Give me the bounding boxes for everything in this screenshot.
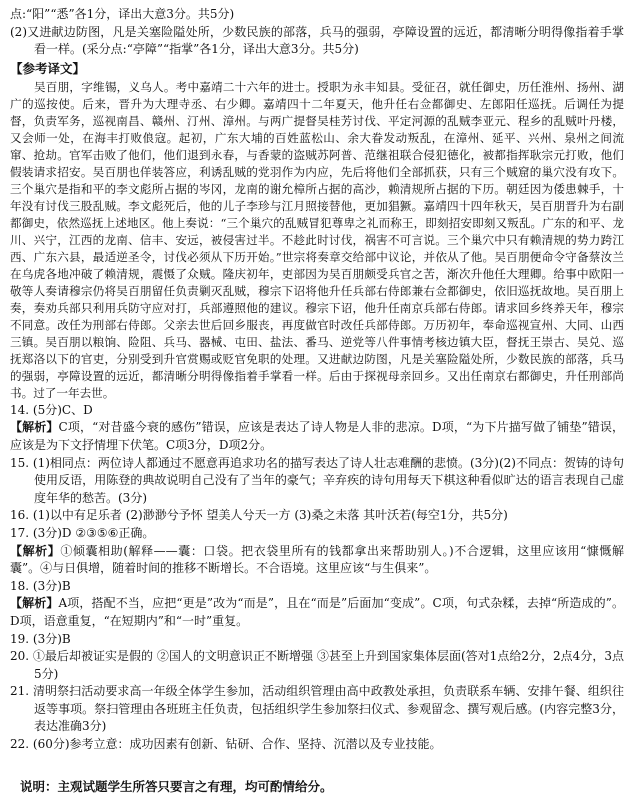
q18-answer: 18. (3分)B <box>10 578 71 593</box>
reference-translation-heading: 【参考译文】 <box>10 60 86 76</box>
footer-note: 说明：主观试题学生所答只要言之有理，均可酌情给分。 <box>20 779 333 794</box>
reference-translation-text: 吴百朋，字维锡，义乌人。考中嘉靖二十六年的进士。授职为永丰知县。受征召，就任御史，历任淮州、扬州、湖广的巡按使。后来，晋升为大理寺丞、右少卿。嘉靖四十二年夏天，他升任右佥都御史、左郎阳任巡抚。后调任为提督，负责军务，巡视南昌、赣州、汀州、漳州。与两广提督吴桂芳讨伐、平定河源的乱贼李亚元、程乡的乱贼叶丹楼，又会师一处，在海丰打败俍寇。起初，广东大埔的百姓蓝松山、余大眷发动叛乱，在漳州、延平、兴州、泉州之间流窜、抢劫。官军击败了他们，他们退到永春，与香蒙的盗贼苏阿普、范继祖联合侵犯德化，被都指挥耿宗元打败，他们假装请求招安。吴百朋也佯装答应，利诱乱贼的党羽作为内应，先后将他们全部抓获，只有三个贼窟的巢穴没有攻下。三个巢穴是指和平的李文彪所占据的岑冈，龙南的谢允樟所占据的高沙，赖清规所占据的下历。朝廷因为倭患棘手，十年没有讨伐三股乱贼。李文彪死后，他的儿子李珍与江月照接替他，更加猖獗。嘉靖四十四年秋天，吴百朋晋升为右副都御史，依然巡抚上述地区。他上奏说：“三个巢穴的乱贼冒犯尊卑之礼而称王，即刻招安即刻又叛乱。广东的和平、龙川、兴宁，江西的龙南、信丰、安远，被侵害过半。不趁此时讨伐，祸害不可言说。三个巢穴中只有赖清规的势力跨江西、广东六县，最适逆圣令，讨伐必须从下历开始。”世宗将奏章交给部中议论，并依从了他。吴百朋便命令守备蔡汝兰在乌虎各地冲破了赖清规，震慑了众贼。隆庆初年，吏部因为吴百朋颇受兵官之苦，渐次升他任大理卿。给事中欧阳一敬等人奏请穆宗仍将吴百朋留任负责剿灭乱贼，穆宗下诏将他升任兵部右侍郎兼右佥都御史，依旧巡抚故地。吴百朋上奏，奏劝兵部只利用兵防守应对打，兵部遵照他的建议。穆宗下诏，他升任南京兵部右侍郎。请求回乡终养天年，穆宗不同意。改任为刑部右侍郎。父亲去世后回乡服丧，再度做官时改任兵部侍郎。万历初年，奉命巡视宣州、大同、山西三镇。吴百朋以粮饷、险阻、兵马、器械、屯田、盐法、番马、逆党等八件事情考核边镇大臣，督抚王崇古、吴兑、巡抚郑洛以下的官吏，分别受到升官赏赐或贬官免职的处理。又进献边防图，凡是关塞险隘处所，少数民族的部落，兵马的强弱，亭障设置的远近，都清晰分明得像指着手掌看一样。后由于探视母亲回乡。又出任南京右都御史，升任刑部尚书。过了一年去世。 <box>10 79 624 400</box>
answer-key-page <box>10 6 624 754</box>
q18-analysis <box>10 595 624 630</box>
q14-analysis <box>10 419 624 454</box>
answer-line-prev: 点:“阳”“悉”各1分，译出大意3分。共5分) <box>10 7 235 21</box>
q20-answer: 20. ①最后却被证实是假的 ②国人的文明意识正不断增强 ③甚至上升到国家集体层面(答对1点给2分，2点4分，3点5分) <box>10 649 624 681</box>
q17-analysis-text: ①倾囊相助(解释——囊：口袋。把衣袋里所有的钱都拿出来帮助别人。)不合逻辑，这里应该用“慷慨解囊”。④与日俱增，随着时间的推移不断增长。不合语境。这里应该“与生俱来”。 <box>10 543 624 576</box>
answer-item-2: (2)又进献边防图，凡是关塞险隘处所，少数民族的部落，兵马的强弱，亭障设置的远近，都清晰分明得像指着手掌看一样。(采分点:“亭障”“指掌”各1分，译出大意3分。共5分) <box>10 24 624 57</box>
q15-answer: 15. (1)相同点：两位诗人都通过不愿意再追求功名的描写表达了诗人壮志难酬的悲愤。(3分)(2)不同点：贺铸的诗句使用反语，用陈登的典故说明自己没有了当年的豪气；辛弃疾的诗句用每天下棋这种看似旷达的语言表现自己虚度年华的愁苦。(3分) <box>10 455 624 505</box>
q16-answer: 16. (1)以中有足乐者 (2)渺渺兮予怀 望美人兮天一方 (3)桑之未落 其叶沃若(每空1分，共5分) <box>10 508 508 523</box>
q21-answer: 21. 清明祭扫活动要求高一年级全体学生参加，活动组织管理由高中政教处承担，负责联系车辆、安排午餐、组织往返等事项。祭扫管理由各班班主任负责，包括组织学生参加祭扫仪式、参观留念、撰写观后感。(内容完整3分，表达准确3分) <box>10 684 624 734</box>
q17-answer: 17. (3分)D ②③⑤⑥正确。 <box>10 525 155 540</box>
analysis-label: 【解析】 <box>10 543 61 558</box>
q17-analysis <box>10 543 624 578</box>
q14-analysis-text: C项，“对昔盛今衰的感伤”错误，应该是表达了诗人物是人非的悲凉。D项，“为下片描写做了铺垫”错误，应该是为下文抒情埋下伏笔。C项3分，D项2分。 <box>10 420 624 452</box>
analysis-label: 【解析】 <box>10 596 59 611</box>
q22-answer: 22. (60分)参考立意：成功因素有创新、钻研、合作、坚持、沉潜以及专业技能。 <box>10 737 442 752</box>
q19-answer: 19. (3分)B <box>10 631 71 646</box>
analysis-label: 【解析】 <box>10 420 59 435</box>
q14-answer: 14. (5分)C、D <box>10 402 93 417</box>
q18-analysis-text: A项，搭配不当，应把“更是”改为“而是”，且在“而是”后面加“变成”。C项，句式杂糅，去掉“所造成的”。D项，语意重复，“在短期内”和“一时”重复。 <box>10 596 624 628</box>
